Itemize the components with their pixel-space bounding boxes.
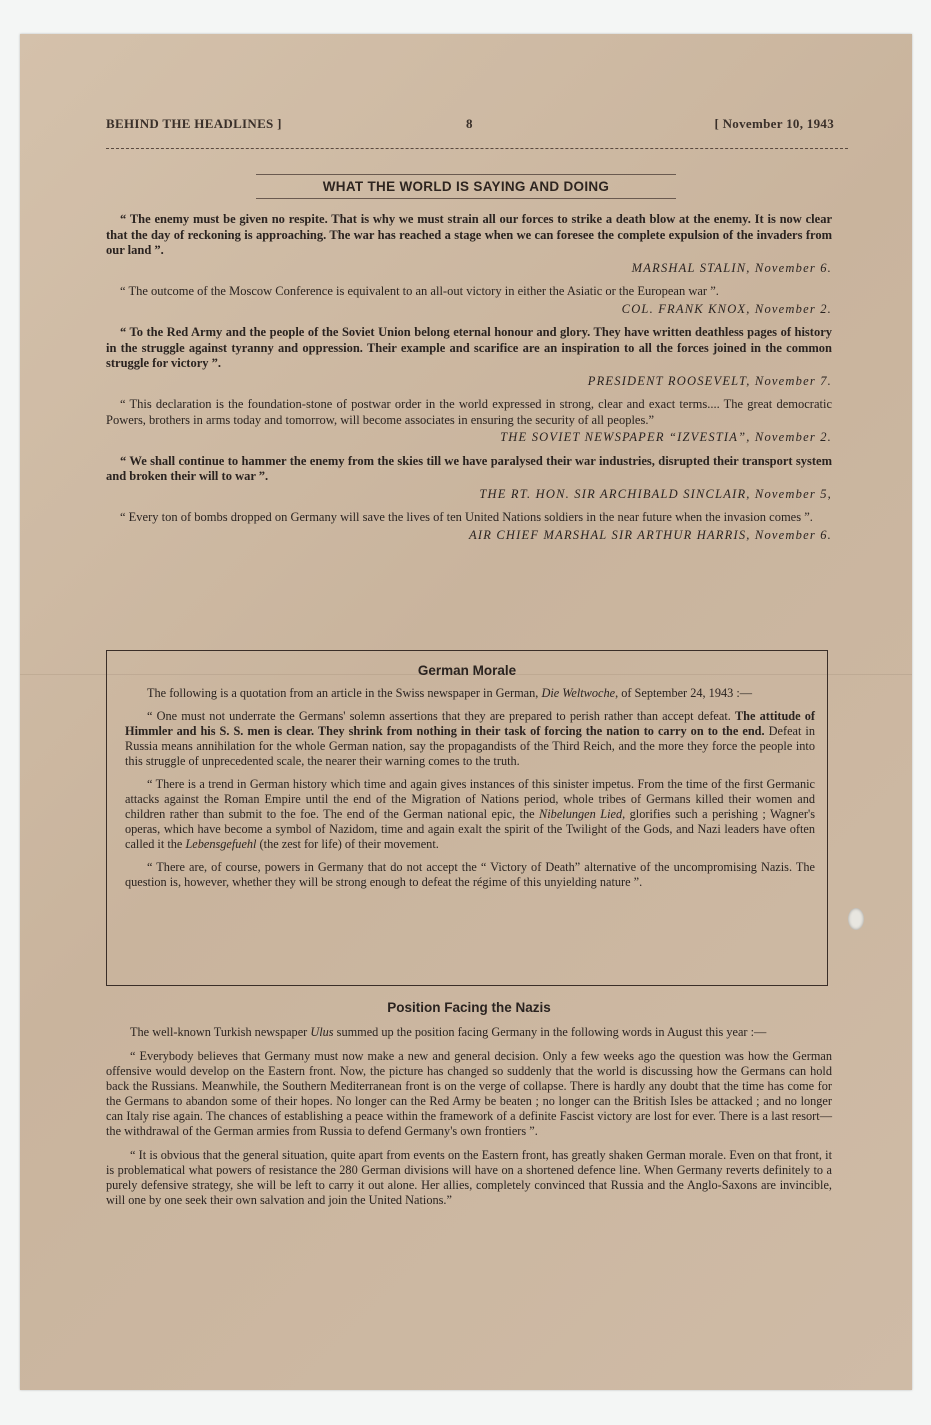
- newspaper-name: Ulus: [310, 1025, 334, 1039]
- header-rule: [106, 148, 848, 149]
- quote-attribution: PRESIDENT ROOSEVELT, November 7.: [587, 373, 832, 388]
- page-number: 8: [466, 116, 473, 131]
- quote-roosevelt: [106, 325, 832, 389]
- position-paragraph: “ Everybody believes that Germany must now make a new and general decision. Only a few weeks ago the question was how the German offensive would develop on the Eastern front. Now, the picture has changed so suddenly that the world is discussing how the Germans can hold back the Russians. Meanwhile, the Southern Mediterranean front is on the verge of collapse. There is hardly any doubt that the time has come for the Germans to abandon some of their hopes. No longer can the Red Army be beaten ; no longer can the British Isles be attacked ; and no longer can Italy rise again. The chances of establishing a peace within the framework of a definite Fascist victory are lost for ever. There is a last resort—the withdrawal of the German armies from Russia to defend Germany's own frontiers ”.: [106, 1049, 832, 1138]
- quote-harris: [106, 510, 832, 543]
- quote-text: “ We shall continue to hammer the enemy from the skies till we have paralysed their war industries, disrupted their transport system and broken their will to war ”.: [106, 453, 832, 483]
- publication-name: BEHIND THE HEADLINES ]: [106, 116, 282, 131]
- quote-text: “ This declaration is the foundation-stone of postwar order in the world expressed in strong, clear and exact terms.... The great democratic Powers, brothers in arms today and tomorrow, will become associates in ensuring the security of all peoples.”: [106, 397, 832, 427]
- paper-hole: [848, 908, 864, 930]
- german-morale-box: [106, 650, 828, 986]
- quote-knox: [106, 284, 832, 317]
- position-intro: The well-known Turkish newspaper Ulus summed up the position facing Germany in the following words in August this year :—: [130, 1025, 767, 1039]
- german-morale-paragraph: “ One must not underrate the Germans' solemn assertions that they are prepared to perish rather than accept defeat. The attitude of Himmler and his S. S. men is clear. They shrink from nothing in their task of forcing the nation to carry on to the end. Defeat in Russia means annihilation for the whole German nation, say the propagandists of the Third Reich, and the more they force the people into this struggle of unprecedented scale, the nearer their warning comes to the truth.: [125, 709, 815, 768]
- quote-text: “ The outcome of the Moscow Conference is equivalent to an all-out victory in either the Asiatic or the European war ”.: [120, 284, 719, 298]
- position-title: Position Facing the Nazis: [387, 1000, 551, 1015]
- german-morale-paragraph: “ There are, of course, powers in Germany that do not accept the “ Victory of Death” alternative of the uncompromising Nazis. The question is, however, whether they will be strong enough to defeat the régime of this unyielding nature ”.: [125, 860, 815, 889]
- quote-izvestia: [106, 397, 832, 446]
- quotes-list: [106, 212, 832, 551]
- quote-sinclair: [106, 454, 832, 503]
- german-morale-body: [107, 686, 827, 890]
- section-title: WHAT THE WORLD IS SAYING AND DOING: [256, 174, 676, 199]
- issue-date: [ November 10, 1943: [714, 116, 834, 131]
- quote-attribution: AIR CHIEF MARSHAL SIR ARTHUR HARRIS, November 6.: [469, 527, 832, 542]
- quote-attribution: MARSHAL STALIN, November 6.: [631, 260, 832, 275]
- position-paragraph: “ It is obvious that the general situation, quite apart from events on the Eastern front, has greatly shaken German morale. Even on that front, it is problematical what powers of resistance the 280 German divisions will have on a shortened defence line. When Germany reverts definitely to a purely defensive strategy, she will be left to carry it out alone. Her allies, completely convinced that Russia and the Anglo-Saxons are invincible, will one by one seek their own salvation and join the United Nations.”: [106, 1148, 832, 1207]
- german-morale-intro: The following is a quotation from an article in the Swiss newspaper in German, Die Weltwoche, of September 24, 1943 :—: [147, 686, 753, 700]
- quote-text: “ The enemy must be given no respite. That is why we must strain all our forces to strike a death blow at the enemy. It is now clear that the day of reckoning is approaching. The war has reached a stage when we can foresee the complete expulsion of the invaders from our land ”.: [106, 212, 832, 257]
- quote-attribution: THE RT. HON. SIR ARCHIBALD SINCLAIR, November 5,: [479, 486, 832, 501]
- german-morale-paragraph: “ There is a trend in German history which time and again gives instances of this sinister impetus. From the time of the first Germanic attacks against the Roman Empire until the end of the Migration of Nations period, whole tribes of Germans killed their women and children rather than submit to the foe. The end of the German national epic, the Nibelungen Lied, glorifies such a perishing ; Wagner's operas, which have become a symbol of Nazidom, time and again exalt the spirit of the Twilight of the Gods, and Nazi leaders have often called it the Lebensgefuehl (the zest for life) of their movement.: [125, 777, 815, 851]
- quote-stalin: [106, 212, 832, 276]
- quote-text: “ To the Red Army and the people of the Soviet Union belong eternal honour and glory. They have written deathless pages of history in the struggle against tyranny and oppression. Their example and scarifice are an inspiration to all the forces joined in the common struggle for victory ”.: [106, 325, 832, 370]
- quote-attribution: COL. FRANK KNOX, November 2.: [621, 301, 832, 316]
- german-morale-title: German Morale: [417, 663, 517, 678]
- newsletter-page: [20, 34, 912, 1390]
- quote-attribution: THE SOVIET NEWSPAPER “IZVESTIA”, November 2.: [500, 430, 832, 444]
- position-section: [106, 1000, 832, 1217]
- newspaper-name: Die Weltwoche: [541, 686, 616, 700]
- quote-text: “ Every ton of bombs dropped on Germany will save the lives of ten United Nations soldiers in the near future when the invasion comes ”.: [120, 510, 813, 524]
